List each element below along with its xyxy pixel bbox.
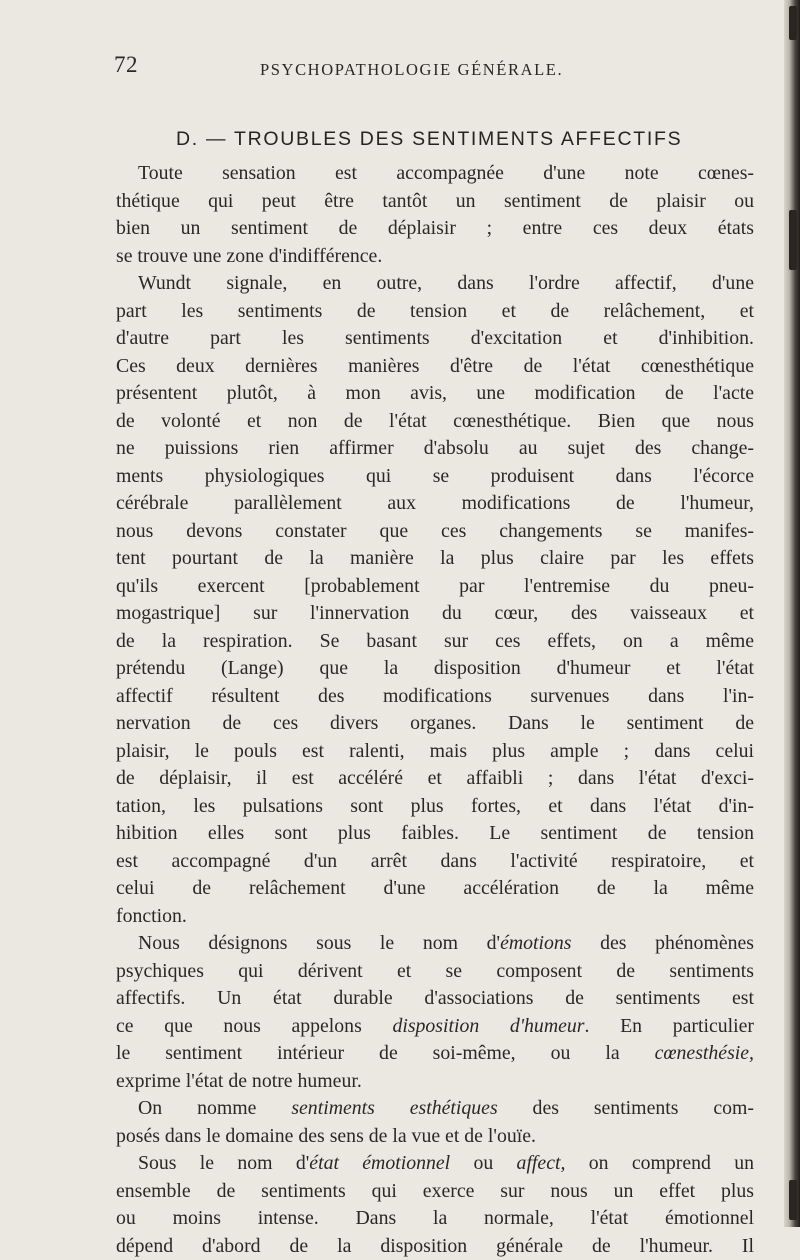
text-line (116, 463, 754, 491)
text-run: ou (450, 1152, 516, 1174)
text-line (116, 298, 754, 326)
text-line (116, 820, 754, 848)
text-run: thétique qui peut être tantôt un sentiment de plaisir ou (116, 190, 754, 212)
text-run: mogastrique] sur l'innervation du cœur, des vaisseaux et (116, 602, 754, 624)
text-line (116, 958, 754, 986)
text-line (116, 1150, 754, 1178)
text-line (116, 573, 754, 601)
text-run: plaisir, le pouls est ralenti, mais plus ample ; dans celui (116, 740, 754, 762)
text-run: le sentiment intérieur de soi-même, ou la (116, 1042, 655, 1064)
text-run: prétendu (Lange) que la disposition d'humeur et l'état (116, 657, 754, 679)
italic-term: cœnesthésie, (655, 1042, 754, 1064)
text-line (116, 1013, 754, 1041)
page-edge-shadow (784, 0, 800, 1227)
text-run: . En particulier (584, 1015, 754, 1037)
text-line (116, 1123, 754, 1151)
text-run: part les sentiments de tension et de relâchement, et (116, 300, 754, 322)
text-line (116, 738, 754, 766)
text-run: cérébrale parallèlement aux modifications de l'humeur, (116, 492, 754, 514)
text-line (116, 490, 754, 518)
text-run: de la respiration. Se basant sur ces effets, on a même (116, 630, 754, 652)
text-line (116, 1178, 754, 1206)
edge-mark (789, 6, 797, 40)
text-run: de volonté et non de l'état cœnesthétique. Bien que nous (116, 410, 754, 432)
text-line (116, 380, 754, 408)
italic-term: état émotionnel (309, 1152, 450, 1174)
body-text (116, 160, 754, 1260)
text-run: tation, les pulsations sont plus fortes, et dans l'état d'in- (116, 795, 754, 817)
text-run: celui de relâchement d'une accélération de la même (116, 877, 754, 899)
text-line (116, 930, 754, 958)
text-run: est accompagné d'un arrêt dans l'activité respiratoire, et (116, 850, 754, 872)
text-run: ne puissions rien affirmer d'absolu au sujet des change- (116, 437, 754, 459)
text-run: bien un sentiment de déplaisir ; entre ces deux états (116, 217, 754, 239)
text-line (116, 243, 754, 271)
text-line (116, 628, 754, 656)
text-line (116, 848, 754, 876)
text-line (116, 188, 754, 216)
text-line (116, 1205, 754, 1233)
text-run: ments physiologiques qui se produisent dans l'écorce (116, 465, 754, 487)
text-line (116, 435, 754, 463)
text-line (116, 215, 754, 243)
text-line (116, 160, 754, 188)
text-line (116, 1233, 754, 1260)
text-line (116, 765, 754, 793)
text-line (116, 353, 754, 381)
text-line (116, 903, 754, 931)
text-run: d'autre part les sentiments d'excitation et d'inhibition. (116, 327, 754, 349)
text-run: présentent plutôt, à mon avis, une modification de l'acte (116, 382, 754, 404)
text-run: affectif résultent des modifications survenues dans l'in- (116, 685, 754, 707)
text-run: ou moins intense. Dans la normale, l'état émotionnel (116, 1207, 754, 1229)
text-line (116, 600, 754, 628)
text-run: ensemble de sentiments qui exerce sur nous un effet plus (116, 1180, 754, 1202)
text-line (116, 655, 754, 683)
text-run: se trouve une zone d'indifférence. (116, 245, 382, 267)
text-line (116, 875, 754, 903)
text-line (116, 985, 754, 1013)
running-title: PSYCHOPATHOLOGIE GÉNÉRALE. (260, 60, 563, 80)
text-line (116, 270, 754, 298)
text-line (116, 325, 754, 353)
text-line (116, 1040, 754, 1068)
text-run: hibition elles sont plus faibles. Le sentiment de tension (116, 822, 754, 844)
text-line (116, 408, 754, 436)
text-run: dépend d'abord de la disposition générale de l'humeur. Il (116, 1235, 754, 1257)
text-run: exprime l'état de notre humeur. (116, 1070, 362, 1092)
text-run: Ces deux dernières manières d'être de l'état cœnesthétique (116, 355, 754, 377)
italic-term: sentiments esthétiques (291, 1097, 497, 1119)
text-run: On nomme (138, 1097, 291, 1119)
text-run: des phénomènes (572, 932, 755, 954)
section-heading: D. — TROUBLES DES SENTIMENTS AFFECTIFS (176, 128, 682, 151)
running-head (114, 52, 714, 82)
text-line (116, 545, 754, 573)
italic-term: affect, (517, 1152, 566, 1174)
text-line (116, 1095, 754, 1123)
text-run: affectifs. Un état durable d'associations de sentiments est (116, 987, 754, 1009)
text-run: des sentiments com- (498, 1097, 754, 1119)
text-line (116, 683, 754, 711)
text-line (116, 518, 754, 546)
text-run: posés dans le domaine des sens de la vue et de l'ouïe. (116, 1125, 536, 1147)
text-run: nous devons constater que ces changements se manifes- (116, 520, 754, 542)
text-run: on comprend un (565, 1152, 754, 1174)
text-run: Toute sensation est accompagnée d'une note cœnes- (138, 162, 754, 184)
text-line (116, 1068, 754, 1096)
text-run: Sous le nom d' (138, 1152, 309, 1174)
text-run: fonction. (116, 905, 187, 927)
text-run: ce que nous appelons (116, 1015, 392, 1037)
text-run: Nous désignons sous le nom d' (138, 932, 500, 954)
text-run: de déplaisir, il est accéléré et affaibli ; dans l'état d'exci- (116, 767, 754, 789)
italic-term: émotions (500, 932, 571, 954)
edge-mark (789, 1180, 797, 1220)
page-number: 72 (114, 52, 138, 78)
italic-term: disposition d'humeur (392, 1015, 584, 1037)
text-run: tent pourtant de la manière la plus claire par les effets (116, 547, 754, 569)
text-run: psychiques qui dérivent et se composent de sentiments (116, 960, 754, 982)
text-run: Wundt signale, en outre, dans l'ordre affectif, d'une (138, 272, 754, 294)
text-line (116, 793, 754, 821)
edge-mark (789, 210, 797, 270)
text-run: qu'ils exercent [probablement par l'entremise du pneu- (116, 575, 754, 597)
text-line (116, 710, 754, 738)
text-run: nervation de ces divers organes. Dans le sentiment de (116, 712, 754, 734)
